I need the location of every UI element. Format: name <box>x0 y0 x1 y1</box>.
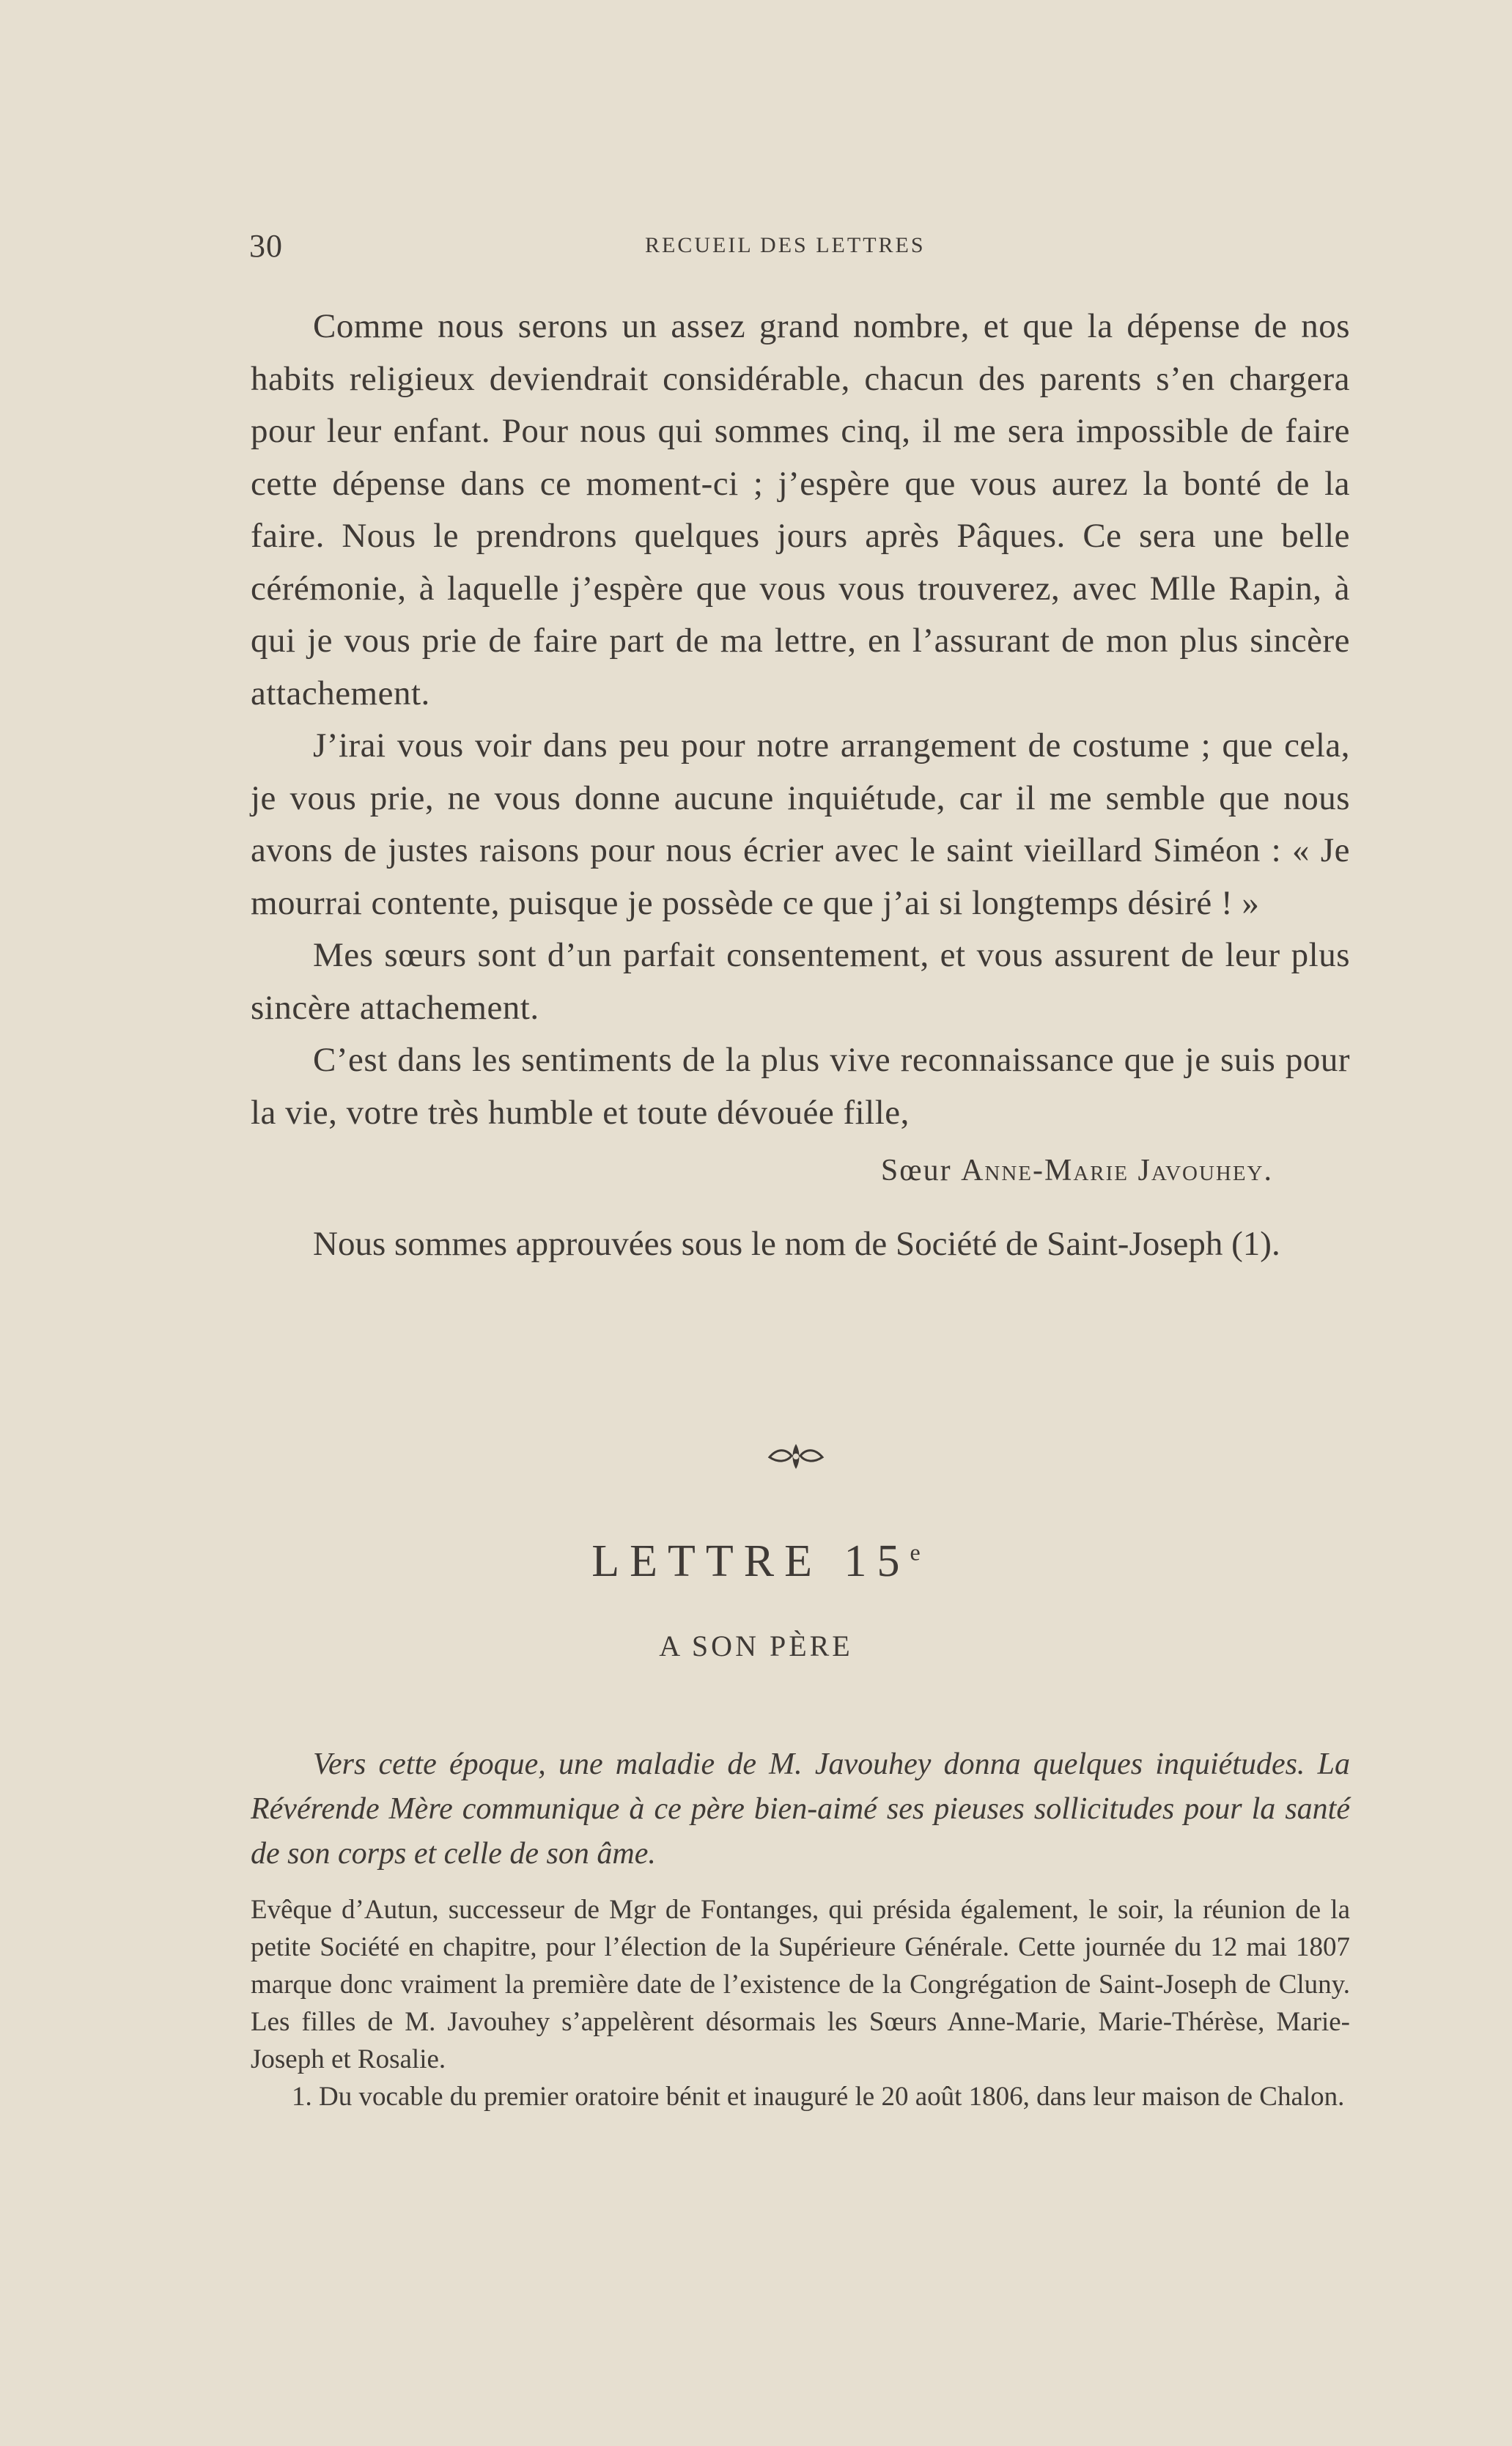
letter-body <box>251 301 1350 1271</box>
fleuron-ornament-icon <box>767 1440 825 1473</box>
body-paragraph: J’irai vous voir dans peu pour notre arrangement de costume ; que cela, je vous prie, ne vous donne aucune inquiétude, car il me semble que nous avons de justes raisons pour nous écrier avec le saint vieillard Siméon : « Je mourrai contente, puisque je possède ce que j’ai si longtemps désiré ! » <box>251 726 1350 922</box>
body-paragraph: C’est dans les sentiments de la plus vive reconnaissance que je suis pour la vie, votre très humble et toute dévouée fille, <box>251 1041 1350 1132</box>
running-title: RECUEIL DES LETTRES <box>645 233 926 257</box>
body-paragraph: Comme nous serons un assez grand nombre, et que la dépense de nos habits religieux deviendrait considérable, chacun des parents s’en chargera pour leur enfant. Pour nous qui sommes cinq, il me sera impossible de faire cette dépense dans ce moment-ci ; j’espère que vous aurez la bonté de la faire. Nous le prendrons quelques jours après Pâques. Ce sera une belle cérémonie, à laquelle j’espère que vous vous trouverez, avec Mlle Rapin, à qui je vous prie de faire part de ma lettre, en l’assurant de mon plus sincère attachement. <box>251 307 1350 712</box>
letter-title <box>0 1536 1512 1588</box>
signature-name: Anne-Marie Javouhey. <box>961 1154 1273 1187</box>
letter-subtitle: A SON PÈRE <box>659 1629 853 1662</box>
letter-intro: Vers cette époque, une maladie de M. Javouhey donna quelques inquiétudes. La Révérende Mère communique à ce père bien-aimé ses pieuses sollicitudes pour la santé de son corps et celle de son âme. <box>251 1747 1350 1871</box>
footnote-continuation: Evêque d’Autun, successeur de Mgr de Fontanges, qui présida également, le soir, la réunion de la petite Société en chapitre, pour l’élection de la Supérieure Générale. Cette journée du 12 mai 1807 marque donc vraiment la première date de l’existence de la Congrégation de Saint-Joseph de Cluny. Les filles de M. Javouhey s’appelèrent désormais les Sœurs Anne-Marie, Marie-Thérèse, Marie-Joseph et Rosalie. <box>251 1895 1350 2074</box>
approval-note: Nous sommes approuvées sous le nom de Société de Saint-Joseph (1). <box>313 1225 1280 1263</box>
body-paragraph: Mes sœurs sont d’un parfait consentement, et vous assurent de leur plus sincère attachement. <box>251 936 1350 1027</box>
signature <box>251 1145 1350 1196</box>
signature-prefix: Sœur <box>880 1154 952 1187</box>
footnotes <box>251 1891 1350 2115</box>
page-header <box>249 220 1349 279</box>
page-number: 30 <box>249 228 283 264</box>
footnote-1: 1. Du vocable du premier oratoire bénit et inauguré le 20 août 1806, dans leur maison de Chalon. <box>292 2082 1345 2112</box>
letter-title-text: LETTRE 15 <box>591 1536 910 1586</box>
letter-title-ordinal: e <box>910 1539 921 1566</box>
